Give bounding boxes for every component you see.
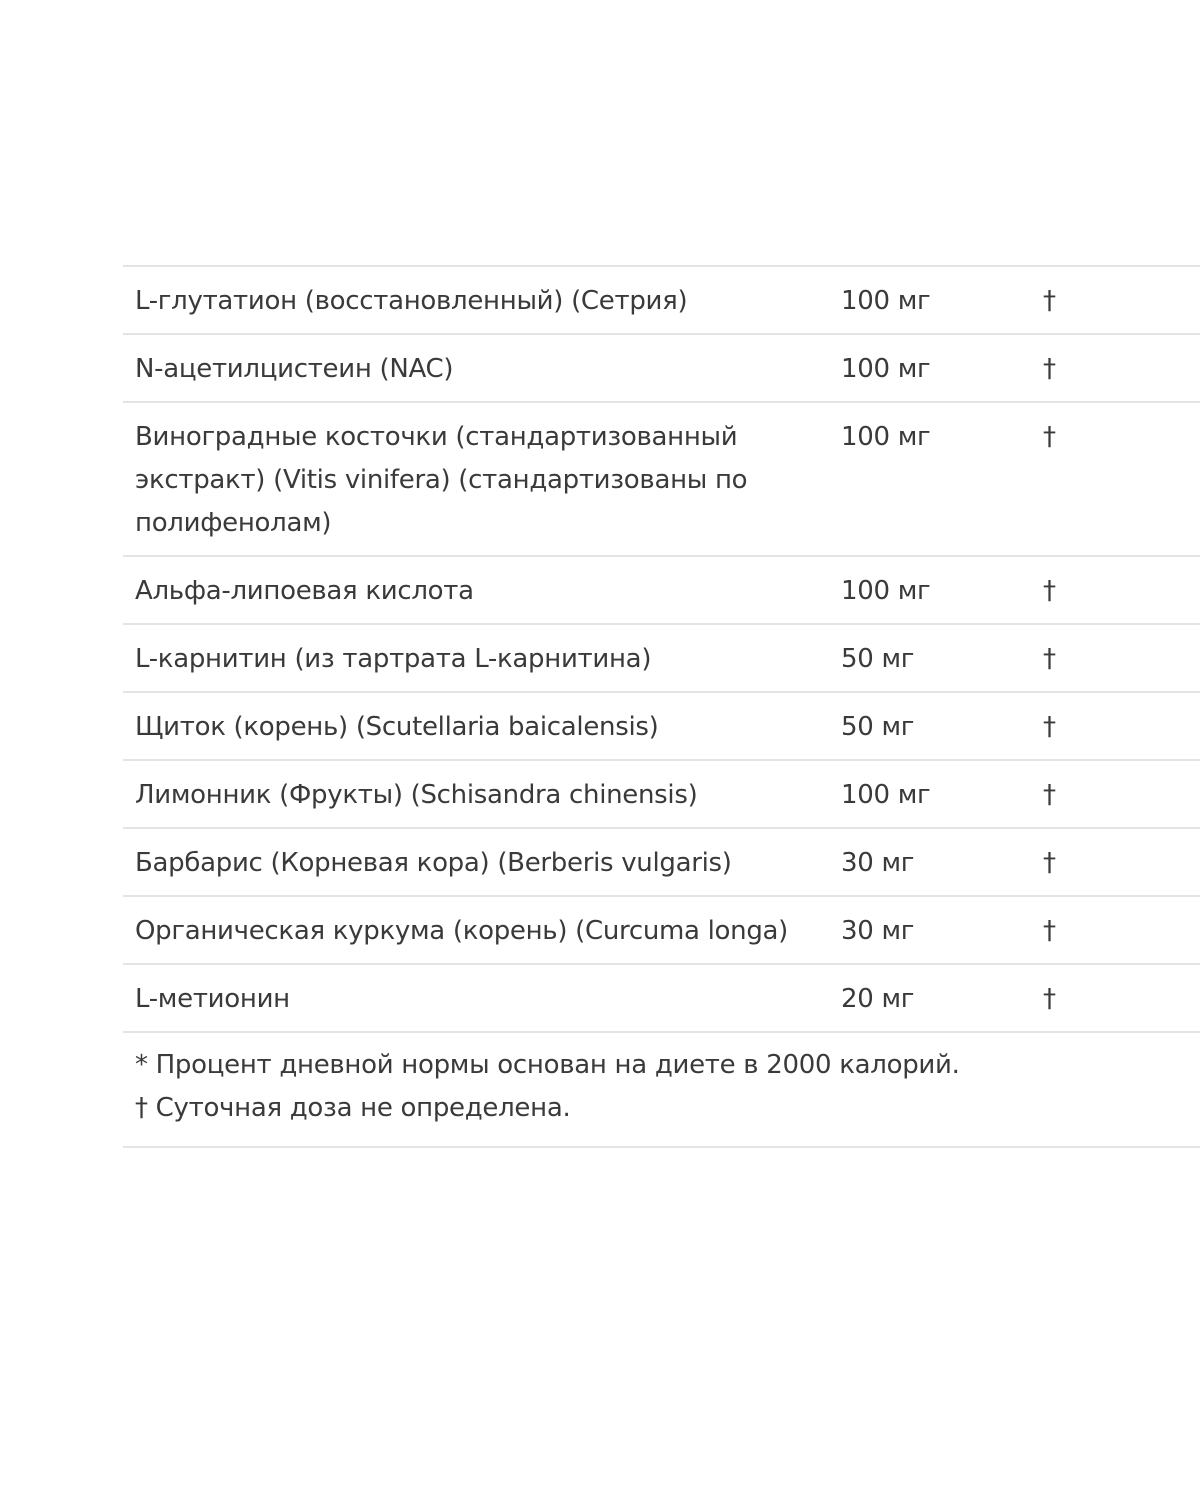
ingredient-name: Щиток (корень) (Scutellaria baicalensis) <box>123 692 829 760</box>
ingredient-row <box>123 828 1200 896</box>
ingredient-amount: 100 мг <box>829 402 1043 556</box>
ingredient-name: L-карнитин (из тартрата L-карнитина) <box>123 624 829 692</box>
ingredient-row <box>123 334 1200 402</box>
daily-value-mark: † <box>1043 624 1200 692</box>
ingredient-list <box>123 266 1200 1147</box>
ingredient-amount: 50 мг <box>829 692 1043 760</box>
ingredient-row <box>123 896 1200 964</box>
daily-value-mark: † <box>1043 760 1200 828</box>
ingredient-name: Лимонник (Фрукты) (Schisandra chinensis) <box>123 760 829 828</box>
daily-value-footnote: * Процент дневной нормы основан на диете в 2000 калорий. <box>135 1050 960 1080</box>
ingredient-amount: 100 мг <box>829 760 1043 828</box>
daily-value-mark: † <box>1043 334 1200 402</box>
daily-value-mark: † <box>1043 964 1200 1032</box>
footnotes <box>123 1032 1200 1147</box>
ingredient-name: N-ацетилцистеин (NAC) <box>123 334 829 402</box>
daily-value-mark: † <box>1043 402 1200 556</box>
ingredient-amount: 100 мг <box>829 334 1043 402</box>
ingredient-amount: 30 мг <box>829 896 1043 964</box>
ingredient-name: Виноградные косточки (стандартизованный экстракт) (Vitis vinifera) (стандартизованы по полифенолам) <box>123 402 829 556</box>
ingredient-row <box>123 402 1200 556</box>
supplement-facts-table <box>123 265 1200 1148</box>
ingredient-amount: 30 мг <box>829 828 1043 896</box>
ingredient-amount: 100 мг <box>829 266 1043 334</box>
ingredient-amount: 50 мг <box>829 624 1043 692</box>
ingredient-row <box>123 692 1200 760</box>
daily-value-mark: † <box>1043 692 1200 760</box>
ingredient-name: L-глутатион (восстановленный) (Сетрия) <box>123 266 829 334</box>
ingredient-row <box>123 964 1200 1032</box>
ingredient-row <box>123 556 1200 624</box>
ingredient-amount: 100 мг <box>829 556 1043 624</box>
daily-value-mark: † <box>1043 896 1200 964</box>
ingredient-name: Альфа-липоевая кислота <box>123 556 829 624</box>
ingredient-row <box>123 624 1200 692</box>
ingredient-name: Барбарис (Корневая кора) (Berberis vulgaris) <box>123 828 829 896</box>
not-established-footnote: † Суточная доза не определена. <box>135 1093 571 1123</box>
daily-value-mark: † <box>1043 266 1200 334</box>
ingredient-amount: 20 мг <box>829 964 1043 1032</box>
ingredient-name: Органическая куркума (корень) (Curcuma longa) <box>123 896 829 964</box>
ingredient-row <box>123 760 1200 828</box>
daily-value-mark: † <box>1043 828 1200 896</box>
ingredient-name: L-метионин <box>123 964 829 1032</box>
ingredient-row <box>123 266 1200 334</box>
footnote-row <box>123 1032 1200 1147</box>
daily-value-mark: † <box>1043 556 1200 624</box>
